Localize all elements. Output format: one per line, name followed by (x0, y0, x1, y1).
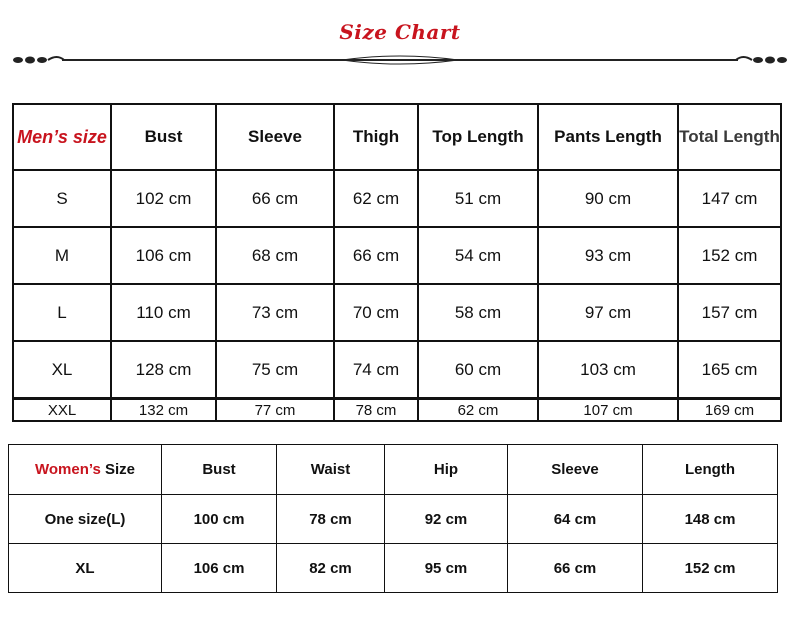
womens-label-prefix: Women’s (34, 461, 101, 478)
bust-cell: 106 cm (111, 227, 216, 284)
sleeve-cell: 75 cm (216, 341, 334, 399)
pants-length-cell: 107 cm (538, 399, 678, 422)
col-bust: Bust (111, 104, 216, 170)
womens-label-suffix: Size (100, 461, 136, 478)
col-waist: Waist (277, 445, 385, 495)
thigh-cell: 70 cm (334, 284, 418, 341)
sleeve-cell: 66 cm (216, 170, 334, 227)
mens-size-label: Men’s size (13, 104, 111, 170)
size-cell: M (13, 227, 111, 284)
total-length-cell: 165 cm (678, 341, 781, 399)
hip-cell: 92 cm (385, 495, 508, 544)
bust-cell: 106 cm (162, 544, 277, 593)
size-cell: L (13, 284, 111, 341)
womens-size-label (9, 445, 162, 495)
waist-cell: 78 cm (277, 495, 385, 544)
length-cell: 152 cm (643, 544, 778, 593)
table-row (13, 284, 781, 341)
length-cell: 148 cm (643, 495, 778, 544)
size-cell: XL (13, 341, 111, 399)
total-length-cell: 152 cm (678, 227, 781, 284)
col-thigh: Thigh (334, 104, 418, 170)
size-cell: XL (9, 544, 162, 593)
table-row (13, 170, 781, 227)
sleeve-cell: 77 cm (216, 399, 334, 422)
mens-table-header (13, 104, 781, 170)
size-cell: One size(L) (9, 495, 162, 544)
col-total-length: Total Length (678, 104, 781, 170)
title-divider-ornament (12, 48, 788, 72)
mens-size-table (12, 103, 782, 422)
col-sleeve: Sleeve (508, 445, 643, 495)
womens-size-table (8, 444, 778, 593)
table-row (9, 544, 778, 593)
womens-table-header (9, 445, 778, 495)
page-title: Size Chart (339, 20, 461, 44)
table-row (13, 341, 781, 399)
size-cell: S (13, 170, 111, 227)
thigh-cell: 62 cm (334, 170, 418, 227)
col-sleeve: Sleeve (216, 104, 334, 170)
col-top-length: Top Length (418, 104, 538, 170)
sleeve-cell: 64 cm (508, 495, 643, 544)
top-length-cell: 51 cm (418, 170, 538, 227)
sleeve-cell: 68 cm (216, 227, 334, 284)
size-cell: XXL (13, 399, 111, 422)
table-row (13, 399, 781, 422)
table-row (9, 495, 778, 544)
thigh-cell: 74 cm (334, 341, 418, 399)
col-pants-length: Pants Length (538, 104, 678, 170)
sleeve-cell: 66 cm (508, 544, 643, 593)
sleeve-cell: 73 cm (216, 284, 334, 341)
top-length-cell: 54 cm (418, 227, 538, 284)
total-length-cell: 147 cm (678, 170, 781, 227)
table-row (13, 227, 781, 284)
bust-cell: 128 cm (111, 341, 216, 399)
col-hip: Hip (385, 445, 508, 495)
pants-length-cell: 103 cm (538, 341, 678, 399)
top-length-cell: 60 cm (418, 341, 538, 399)
hip-cell: 95 cm (385, 544, 508, 593)
thigh-cell: 78 cm (334, 399, 418, 422)
bust-cell: 132 cm (111, 399, 216, 422)
total-length-cell: 157 cm (678, 284, 781, 341)
col-length: Length (643, 445, 778, 495)
top-length-cell: 58 cm (418, 284, 538, 341)
bust-cell: 110 cm (111, 284, 216, 341)
top-length-cell: 62 cm (418, 399, 538, 422)
thigh-cell: 66 cm (334, 227, 418, 284)
bust-cell: 100 cm (162, 495, 277, 544)
pants-length-cell: 90 cm (538, 170, 678, 227)
pants-length-cell: 93 cm (538, 227, 678, 284)
pants-length-cell: 97 cm (538, 284, 678, 341)
bust-cell: 102 cm (111, 170, 216, 227)
waist-cell: 82 cm (277, 544, 385, 593)
col-bust: Bust (162, 445, 277, 495)
total-length-cell: 169 cm (678, 399, 781, 422)
